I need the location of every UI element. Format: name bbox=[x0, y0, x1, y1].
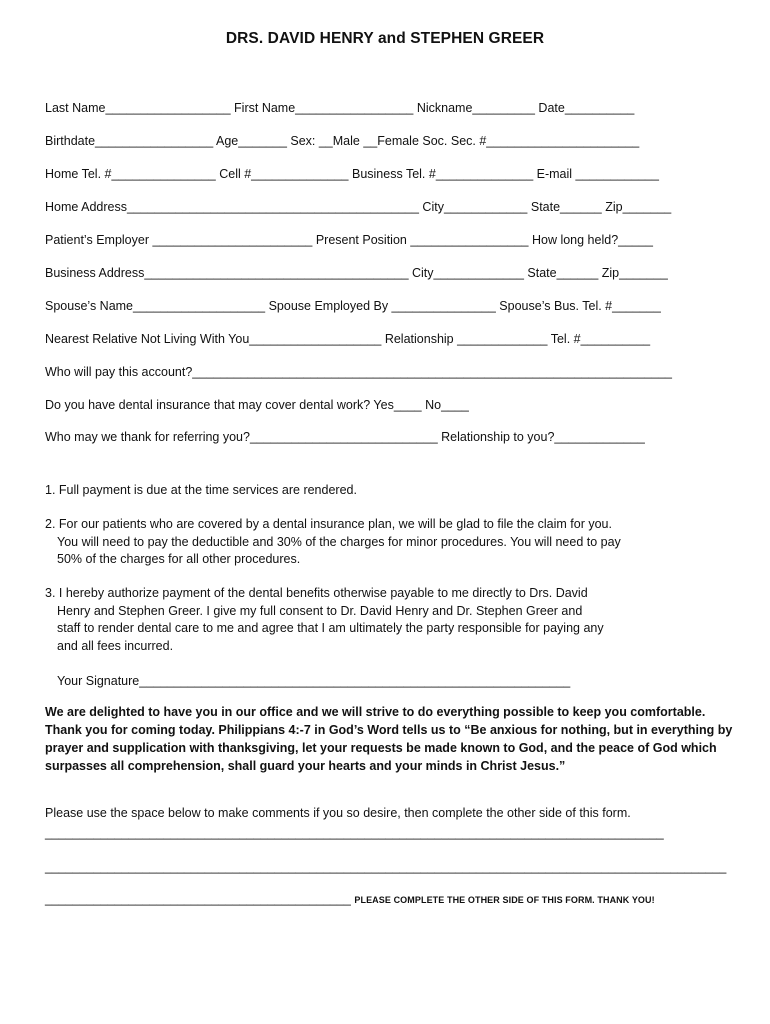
message-line: We are delighted to have you in our office and we will strive to do everything possible to keep you comfortable. bbox=[45, 705, 706, 719]
term-2 bbox=[45, 516, 621, 569]
message-line: surpasses all comprehension, shall guard your hearts and your minds in Christ Jesus.” bbox=[45, 759, 566, 773]
term-2-line: You will need to pay the deductible and 30% of the charges for minor procedures. You will need to pay bbox=[57, 534, 621, 549]
term-3-line: staff to render dental care to me and agree that I am ultimately the party responsible for paying any bbox=[57, 621, 604, 635]
term-3 bbox=[45, 585, 604, 655]
term-3-line: Henry and Stephen Greer. I give my full consent to Dr. David Henry and Dr. Stephen Greer and bbox=[57, 603, 583, 618]
insurance-row[interactable]: Do you have dental insurance that may cover dental work? Yes____ No____ bbox=[45, 398, 469, 412]
business-address-row[interactable]: Business Address______________________________________ City_____________ State______ Zip_______ bbox=[45, 266, 668, 280]
term-3-line: 3. I hereby authorize payment of the dental benefits otherwise payable to me directly to Drs. David bbox=[45, 586, 588, 600]
closing-row bbox=[45, 892, 655, 906]
term-3-line: and all fees incurred. bbox=[57, 638, 174, 653]
payer-row[interactable]: Who will pay this account?_____________________________________________________________________ bbox=[45, 365, 672, 379]
name-row[interactable]: Last Name__________________ First Name_________________ Nickname_________ Date__________ bbox=[45, 101, 635, 115]
welcome-message bbox=[45, 703, 733, 775]
message-line: Thank you for coming today. Philippians 4:-7 in God’s Word tells us to “Be anxious for nothing, but in everything by bbox=[45, 723, 733, 737]
nearest-relative-row[interactable]: Nearest Relative Not Living With You___________________ Relationship _____________ Tel. #__________ bbox=[45, 332, 651, 346]
home-address-row[interactable]: Home Address__________________________________________ City____________ State______ Zip_______ bbox=[45, 200, 672, 214]
birthdate-row[interactable]: Birthdate_________________ Age_______ Sex: __Male __Female Soc. Sec. #______________________ bbox=[45, 134, 640, 148]
term-2-line: 50% of the charges for all other procedures. bbox=[57, 552, 301, 566]
phone-row[interactable]: Home Tel. #_______________ Cell #______________ Business Tel. #______________ E-mail ____________ bbox=[45, 167, 659, 181]
employer-row[interactable]: Patient’s Employer _______________________ Present Position _________________ How long held?_____ bbox=[45, 233, 653, 247]
message-line: prayer and supplication with thanksgiving, let your requests be made known to God, and the peace of God which bbox=[45, 741, 717, 755]
referral-row[interactable]: Who may we thank for referring you?___________________________ Relationship to you?_____________ bbox=[45, 430, 645, 444]
term-2-line: 2. For our patients who are covered by a dental insurance plan, we will be glad to file the claim for you. bbox=[45, 517, 612, 531]
term-1: 1. Full payment is due at the time services are rendered. bbox=[45, 483, 357, 497]
page-title: DRS. DAVID HENRY and STEPHEN GREER bbox=[225, 30, 545, 47]
closing-note: PLEASE COMPLETE THE OTHER SIDE OF THIS FORM. THANK YOU! bbox=[354, 895, 655, 905]
spouse-row[interactable]: Spouse’s Name___________________ Spouse Employed By _______________ Spouse’s Bus. Tel. #_______ bbox=[45, 299, 661, 313]
comment-line-3[interactable]: ____________________________________________ bbox=[45, 892, 351, 906]
comment-line-2[interactable]: __________________________________________________________________________________________________ bbox=[45, 860, 727, 874]
comments-prompt: Please use the space below to make comments if you so desire, then complete the other side of this form. bbox=[45, 806, 631, 820]
comment-line-1[interactable]: _________________________________________________________________________________________ bbox=[45, 826, 664, 840]
signature-field[interactable]: Your Signature______________________________________________________________ bbox=[57, 674, 571, 688]
